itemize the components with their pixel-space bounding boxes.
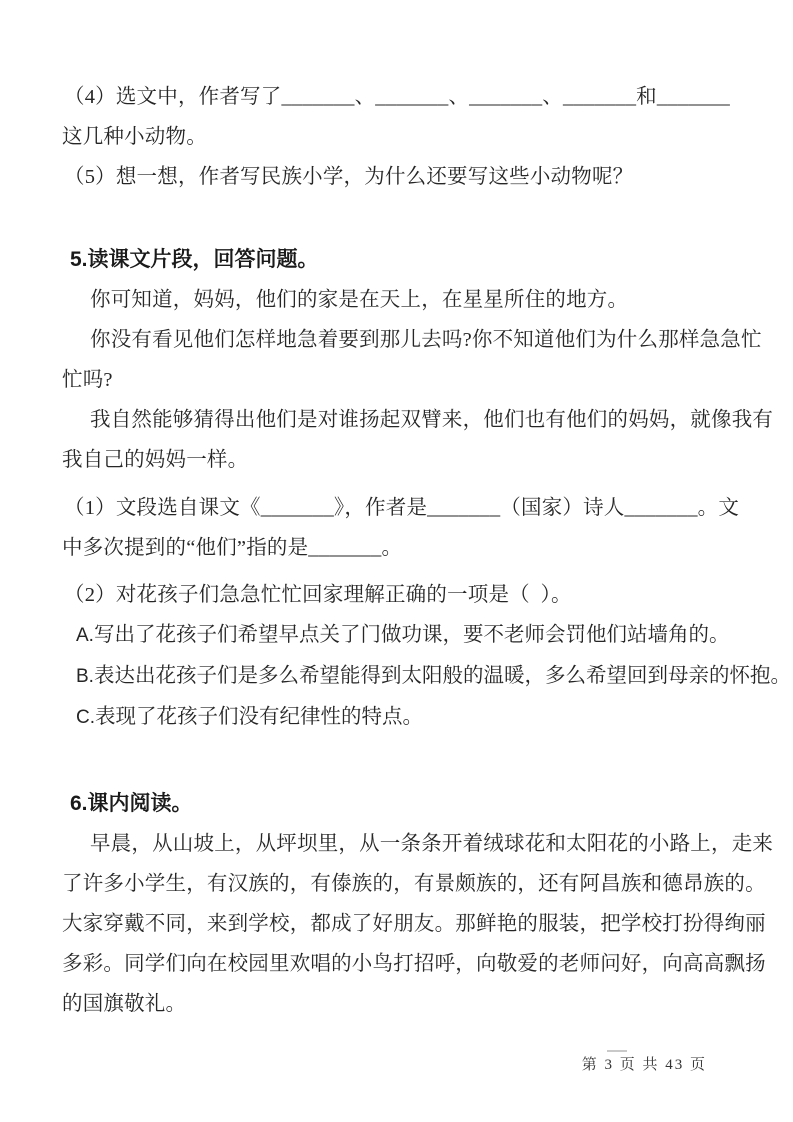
- passage-line: 的国旗敬礼。: [62, 993, 187, 1015]
- passage-line: 忙吗?: [62, 369, 113, 391]
- option-b-text: 表达出花孩子们是多么希望能得到太阳般的温暖，多么希望回到母亲的怀抱。: [93, 665, 791, 687]
- question-5-1-line-2: 中多次提到的“他们”指的是_______。: [62, 537, 403, 559]
- question-4-line-1: （4）选文中，作者写了_______、_______、_______、_______和_______: [64, 86, 730, 108]
- question-4-line-2: 这几种小动物。: [62, 126, 207, 148]
- footer-divider: [607, 1050, 627, 1052]
- question-5-1-line-1: （1）文段选自课文《_______》，作者是_______（国家）诗人_______。文: [64, 497, 740, 519]
- passage-line: 多彩。同学们向在校园里欢唱的小鸟打招呼，向敬爱的老师问好，向高高飘扬: [62, 953, 766, 975]
- passage-line: 你没有看见他们怎样地急着要到那儿去吗?你不知道他们为什么那样急急忙: [90, 329, 762, 351]
- option-c-letter: C.: [76, 707, 95, 728]
- passage-line: 我自己的妈妈一样。: [62, 449, 249, 471]
- option-a-text: 写出了花孩子们希望早点关了门做功课，要不老师会罚他们站墙角的。: [93, 624, 730, 646]
- option-a: [62, 615, 747, 656]
- passage-line: 了许多小学生，有汉族的，有傣族的，有景颇族的，还有阿昌族和德昂族的。: [62, 873, 766, 895]
- option-c-text: 表现了花孩子们没有纪律性的特点。: [95, 706, 423, 728]
- section-5-heading: 5.读课文片段，回答问题。: [70, 248, 319, 271]
- passage-line: 早晨，从山坡上，从坪坝里，从一条条开着绒球花和太阳花的小路上，走来: [90, 833, 774, 855]
- option-b: [62, 656, 791, 697]
- section-6-heading: 6.课内阅读。: [70, 792, 193, 815]
- option-b-letter: B.: [76, 666, 94, 687]
- page-footer: 第 3 页 共 43 页: [581, 1057, 707, 1073]
- passage-line: 你可知道，妈妈，他们的家是在天上，在星星所住的地方。: [90, 289, 629, 311]
- question-5-2: （2）对花孩子们急急忙忙回家理解正确的一项是（ ）。: [64, 584, 572, 606]
- question-5: （5）想一想，作者写民族小学，为什么还要写这些小动物呢？: [64, 166, 634, 188]
- passage-line: 大家穿戴不同，来到学校，都成了好朋友。那鲜艳的服装，把学校打扮得绚丽: [62, 913, 766, 935]
- document-content: [62, 77, 791, 1024]
- passage-line: 我自然能够猜得出他们是对谁扬起双臂来，他们也有他们的妈妈，就像我有: [90, 409, 774, 431]
- option-c: [62, 697, 747, 738]
- option-a-letter: A.: [76, 625, 94, 646]
